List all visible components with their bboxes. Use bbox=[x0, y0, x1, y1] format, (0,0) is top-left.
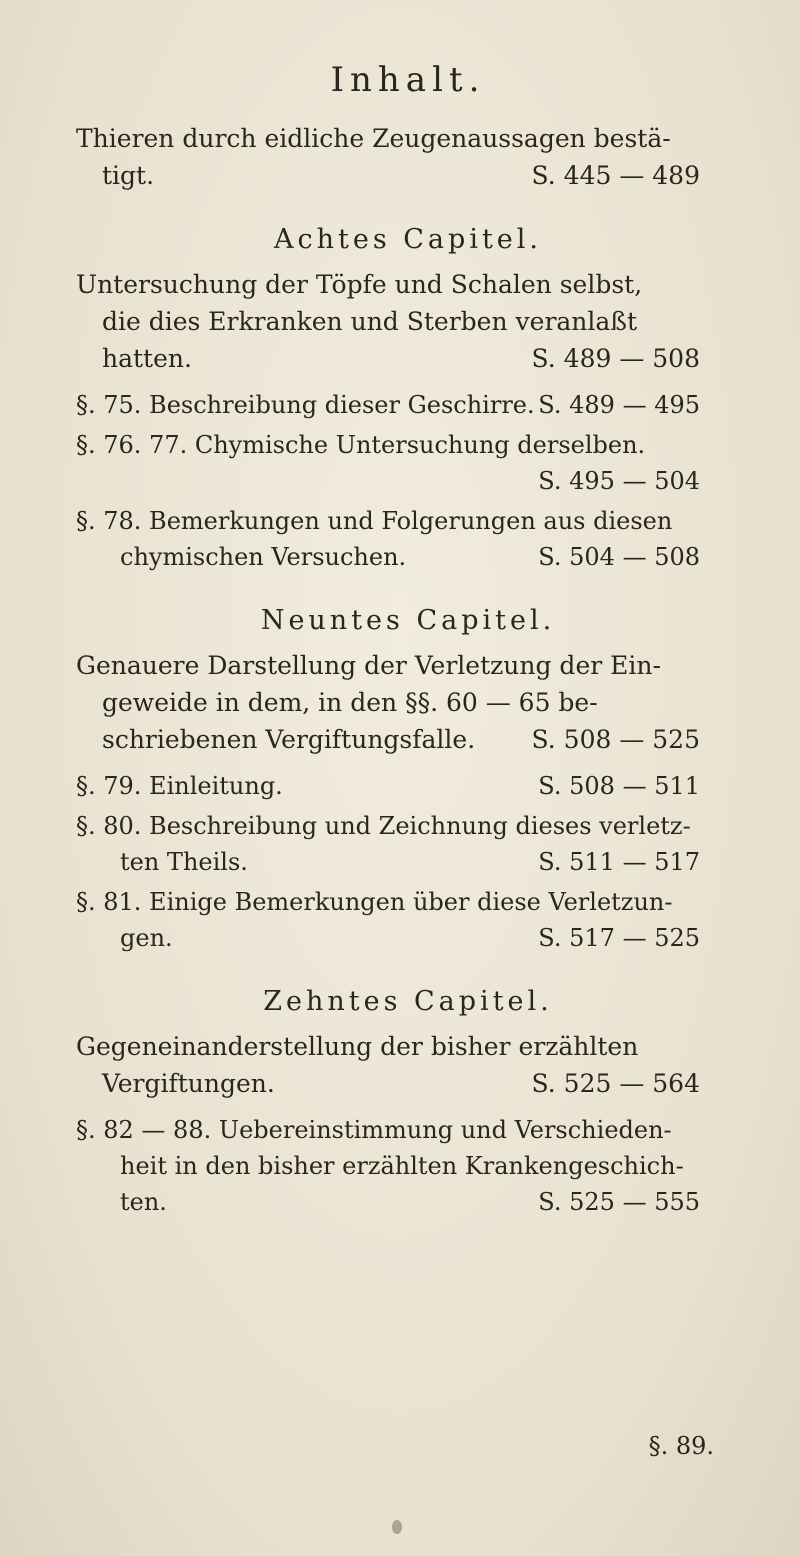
page-range: S. 508 — 525 bbox=[531, 725, 700, 754]
catchword: §. 89. bbox=[648, 1432, 714, 1460]
section-entry: §. 82 — 88. Uebereinstimmung und Verschieden- heit in den bisher erzählten Krankengeschich- ten. S. 525 — 555 bbox=[76, 1112, 740, 1220]
page-range: S. 489 — 508 bbox=[531, 344, 700, 373]
chapter-description: Untersuchung der Töpfe und Schalen selbst, die dies Erkranken und Sterben veranlaßt hatten. S. 489 — 508 bbox=[76, 266, 740, 377]
chapter-description: Genauere Darstellung der Verletzung der Ein- geweide in dem, in den §§. 60 — 65 be- schriebenen Vergiftungsfalle. S. 508 — 525 bbox=[76, 647, 740, 758]
page-range: S. 517 — 525 bbox=[538, 924, 700, 952]
page-range: S. 489 — 495 bbox=[538, 391, 700, 419]
page-range: S. 445 — 489 bbox=[531, 161, 700, 190]
page-range: S. 525 — 564 bbox=[531, 1069, 700, 1098]
section-entry: §. 79. Einleitung. S. 508 — 511 bbox=[76, 768, 740, 804]
entry-line: Thieren durch eidliche Zeugenaussagen bestä- bbox=[76, 124, 671, 153]
ink-spot bbox=[392, 1520, 402, 1534]
chapter-title: Achtes Capitel. bbox=[274, 224, 542, 255]
chapter-title: Neuntes Capitel. bbox=[260, 605, 556, 636]
page-range: S. 508 — 511 bbox=[538, 772, 700, 800]
section-entry: §. 81. Einige Bemerkungen über diese Verletzun- gen. S. 517 — 525 bbox=[76, 884, 740, 956]
entry-line: tigt. bbox=[102, 161, 155, 190]
page-header: Inhalt. bbox=[330, 60, 486, 100]
section-entry: §. 76. 77. Chymische Untersuchung derselben. S. 495 — 504 bbox=[76, 427, 740, 499]
section-entry: §. 75. Beschreibung dieser Geschirre. S. 489 — 495 bbox=[76, 387, 740, 423]
chapter-description: Gegeneinanderstellung der bisher erzählten Vergiftungen. S. 525 — 564 bbox=[76, 1028, 740, 1102]
section-entry: §. 80. Beschreibung und Zeichnung dieses verletz- ten Theils. S. 511 — 517 bbox=[76, 808, 740, 880]
page-range: S. 511 — 517 bbox=[538, 848, 700, 876]
page-range: S. 525 — 555 bbox=[538, 1188, 700, 1216]
toc-entry-continued bbox=[76, 120, 740, 194]
page-range: S. 495 — 504 bbox=[538, 467, 700, 495]
section-entry: §. 78. Bemerkungen und Folgerungen aus diesen chymischen Versuchen. S. 504 — 508 bbox=[76, 503, 740, 575]
chapter-title: Zehntes Capitel. bbox=[263, 986, 553, 1017]
page-range: S. 504 — 508 bbox=[538, 543, 700, 571]
